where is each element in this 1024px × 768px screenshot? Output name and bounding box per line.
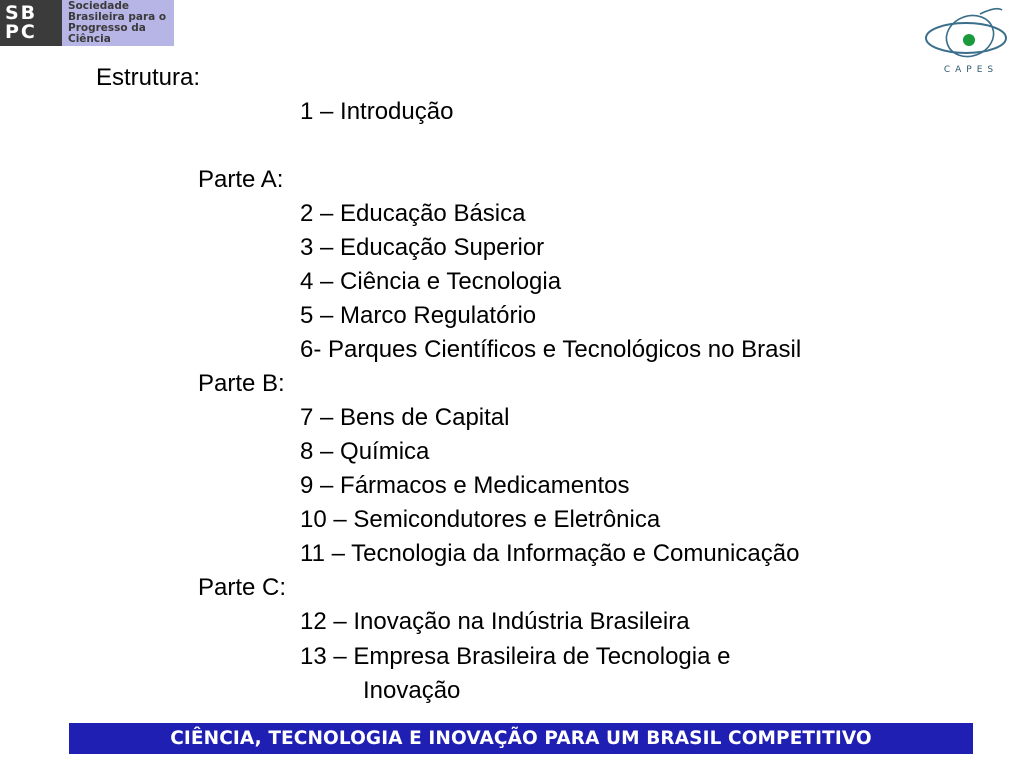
outline-item: 4 – Ciência e Tecnologia	[300, 268, 562, 295]
outline-item: 1 – Introdução	[300, 98, 454, 125]
outline-item: 12 – Inovação na Indústria Brasileira	[300, 608, 690, 635]
outline-item: 3 – Educação Superior	[300, 234, 545, 261]
sbpc-name-line: Progresso da	[68, 22, 146, 34]
outline-item: 2 – Educação Básica	[300, 200, 526, 227]
outline-item: 8 – Química	[300, 438, 430, 465]
capes-label: CAPES	[943, 65, 999, 75]
sbpc-mark-bottom: PC	[5, 21, 37, 43]
outline-item: 9 – Fármacos e Medicamentos	[300, 472, 630, 499]
outline-item: 6- Parques Científicos e Tecnológicos no Brasil	[300, 336, 802, 363]
outline-heading: Estrutura:	[96, 64, 201, 91]
outline-item: 7 – Bens de Capital	[300, 404, 510, 431]
banner-text: CIÊNCIA, TECNOLOGIA E INOVAÇÃO PARA UM BRASIL COMPETITIVO	[170, 728, 872, 749]
outline-item: 13 – Empresa Brasileira de Tecnologia e	[300, 643, 731, 670]
sbpc-mark-top: SB	[5, 2, 38, 24]
footer-banner	[69, 723, 973, 754]
part-label: Parte A:	[198, 166, 284, 193]
part-label: Parte C:	[198, 574, 287, 601]
outline-item-continuation: Inovação	[363, 677, 461, 704]
outline-item: 5 – Marco Regulatório	[300, 302, 537, 329]
part-label: Parte B:	[198, 370, 285, 397]
outline-item: 11 – Tecnologia da Informação e Comunicação	[300, 540, 800, 567]
sbpc-name-line: Sociedade	[68, 0, 129, 12]
sbpc-name-line: Brasileira para o	[68, 11, 167, 23]
sbpc-name-line: Ciência	[68, 33, 111, 45]
outline-item: 10 – Semicondutores e Eletrônica	[300, 506, 661, 533]
